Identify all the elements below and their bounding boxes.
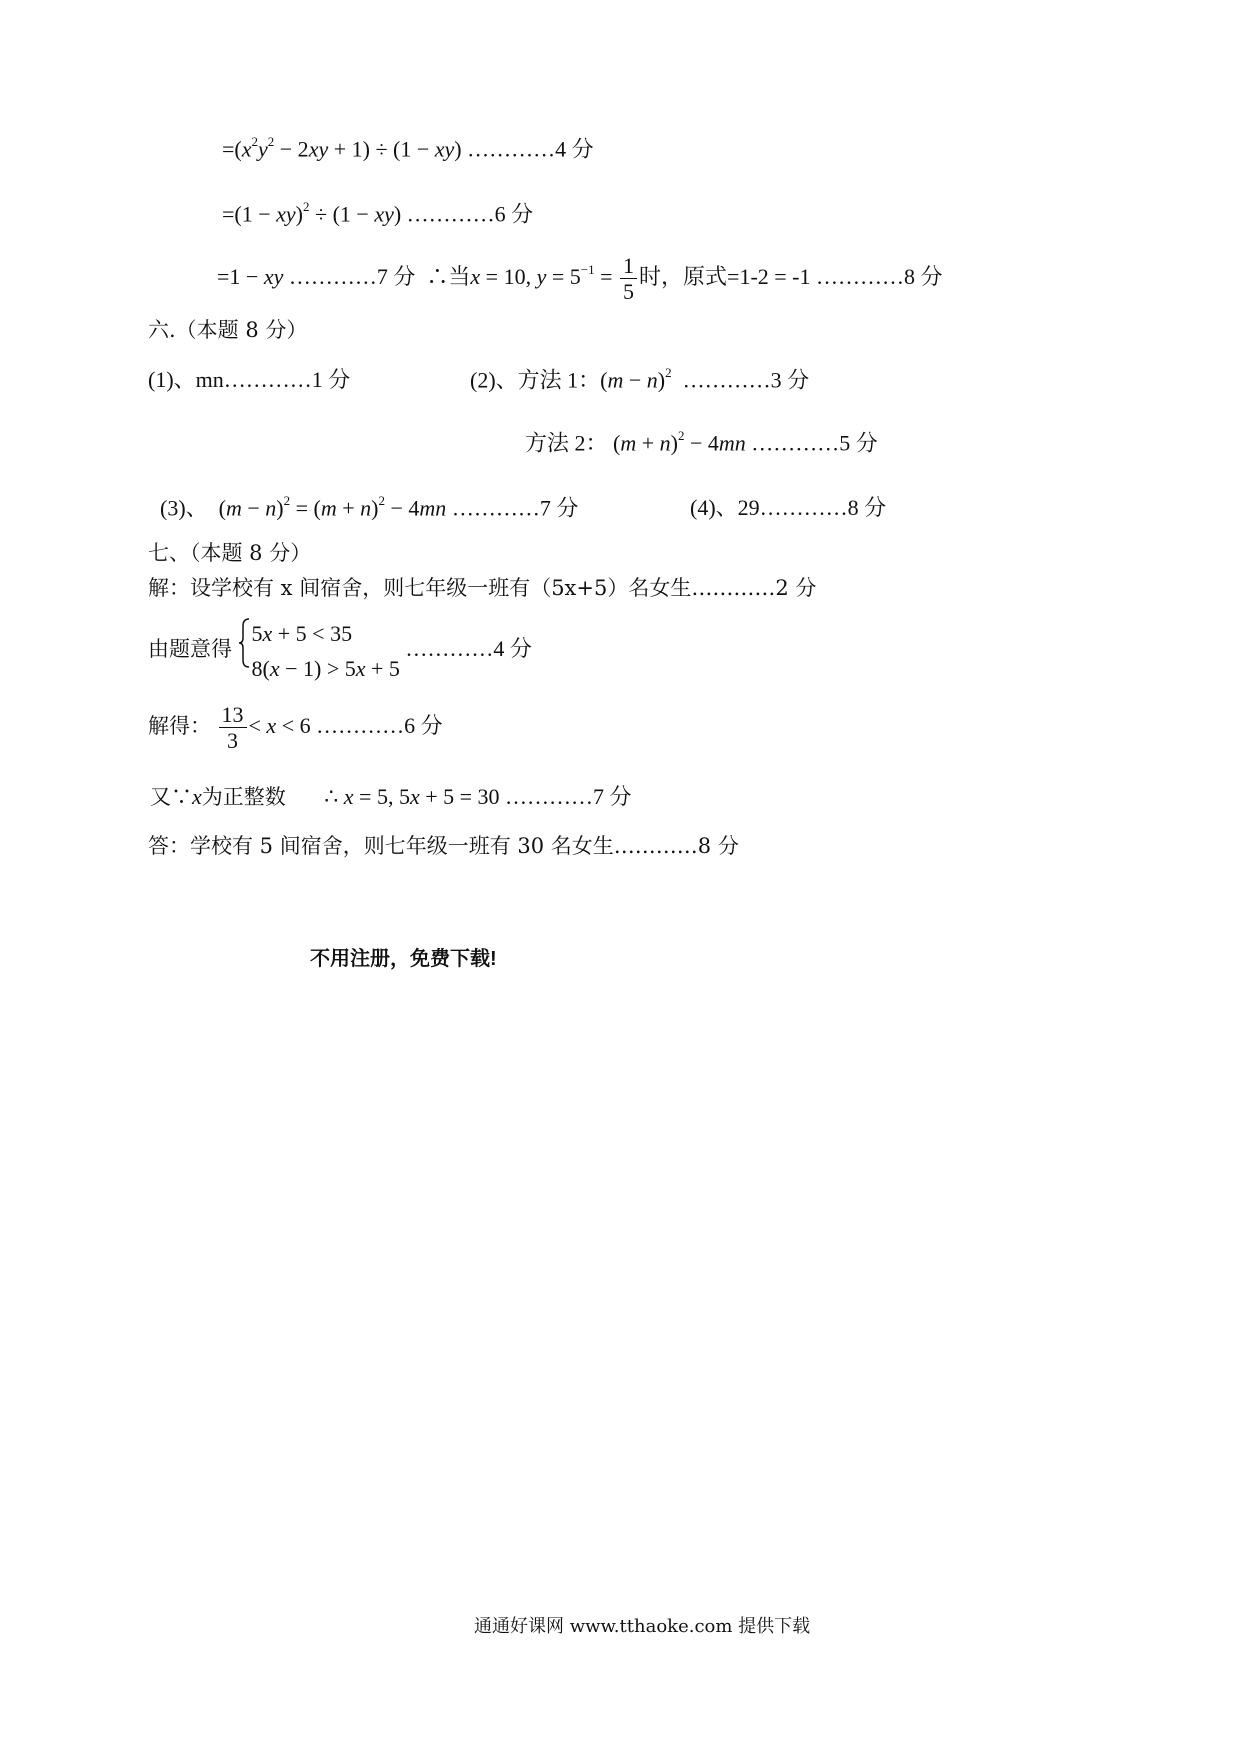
method-label: 方法 2：	[525, 430, 608, 456]
score: 7 分	[376, 263, 416, 289]
part-label: (2)、方法 1：	[470, 367, 601, 393]
setup-text: 解：设学校有 x 间宿舍，则七年级一班有（5x+5）名女生	[148, 576, 692, 600]
dots: …………	[816, 263, 904, 289]
score: 3 分	[770, 367, 810, 393]
dots: …………	[406, 201, 495, 227]
s7-setup	[148, 576, 816, 601]
brace-icon	[238, 618, 250, 668]
fraction-one-fifth: $\frac{1}{5}$	[620, 253, 637, 305]
dots: …………	[682, 367, 771, 393]
fraction-thirteen-thirds: $\frac{13}{3}$	[219, 702, 247, 754]
score: 1 分	[311, 367, 351, 392]
part-label: (4)、29	[690, 495, 760, 520]
score: 8 分	[904, 263, 943, 289]
s6-part3: (3)、 $(m - n)^2 = (m + n)^2 - 4mn$ …………7 分	[160, 493, 579, 521]
s6-part1	[148, 367, 350, 393]
section-7-heading: 七、（本题 8 分）	[148, 541, 312, 565]
dots: …………	[405, 636, 494, 662]
section-6-heading: 六.（本题 8 分）	[148, 318, 308, 342]
s7-system	[148, 616, 532, 686]
dots: …………	[691, 576, 776, 600]
score: 6 分	[404, 712, 443, 738]
dots: …………	[451, 495, 540, 521]
footer-text: 通通好课网 www.tthaoke.com 提供下载	[474, 1616, 811, 1637]
dots: …………	[613, 834, 698, 858]
because-label: 又∵	[150, 785, 192, 809]
score: 7 分	[539, 495, 579, 521]
score: 6 分	[494, 201, 534, 227]
result-text: 时，原式=1-2 = -1	[639, 263, 811, 289]
dots: …………	[505, 784, 594, 809]
system-label: 由题意得	[148, 637, 232, 662]
s6-part2-method1: (2)、方法 1：$(m - n)^2$ …………3 分	[470, 365, 810, 393]
score: 4 分	[493, 636, 532, 662]
s7-solve: 解得： $\frac{13}{3}$ < x < 6 …………6 分	[148, 702, 443, 754]
score: 4 分	[555, 136, 594, 162]
dots: …………	[288, 263, 377, 289]
score: 5 分	[839, 430, 878, 456]
s6-part4	[690, 495, 886, 521]
step-line-3: =1 − xy …………7 分 ∴当x = 10, $y = 5^{-1}$ = $\frac{1}{5}$ 时，原式=1-2 = -1 …………8 分	[217, 253, 943, 305]
dots: …………	[316, 712, 405, 738]
dots: …………	[759, 495, 848, 520]
score: 8 分	[847, 495, 887, 520]
s7-answer	[148, 834, 739, 859]
dots: …………	[751, 430, 840, 456]
score: 7 分	[593, 784, 632, 809]
step-line-1: $=(x^2y^2 - 2xy + 1) \div (1 - xy)$ …………4 分	[222, 134, 594, 162]
s6-part2-method2: 方法 2： $(m + n)^2 - 4mn$ …………5 分	[525, 428, 878, 456]
part-label: (3)、	[160, 495, 208, 521]
s7-integer: 又∵x为正整数 ∴ x = 5, 5x + 5 = 30 …………7 分	[150, 784, 632, 809]
promo-text: 不用注册，免费下载!	[310, 948, 497, 970]
score: 8 分	[697, 834, 739, 858]
solve-label: 解得：	[148, 713, 211, 738]
dots: …………	[223, 367, 312, 392]
part-label: (1)、mn	[148, 367, 224, 392]
therefore-when: ∴当	[426, 263, 471, 289]
inequality-system: 5x + 5 < 35 8(x − 1) > 5x + 5	[238, 616, 400, 686]
score: 2 分	[775, 576, 817, 600]
integer-text: 为正整数	[201, 785, 286, 809]
answer-text: 答：学校有 5 间宿舍，则七年级一班有 30 名女生	[148, 834, 614, 858]
step-line-2: =(1 − xy)$^2$ ÷ (1 − xy) …………6 分	[222, 199, 534, 227]
dots: …………	[467, 136, 556, 162]
